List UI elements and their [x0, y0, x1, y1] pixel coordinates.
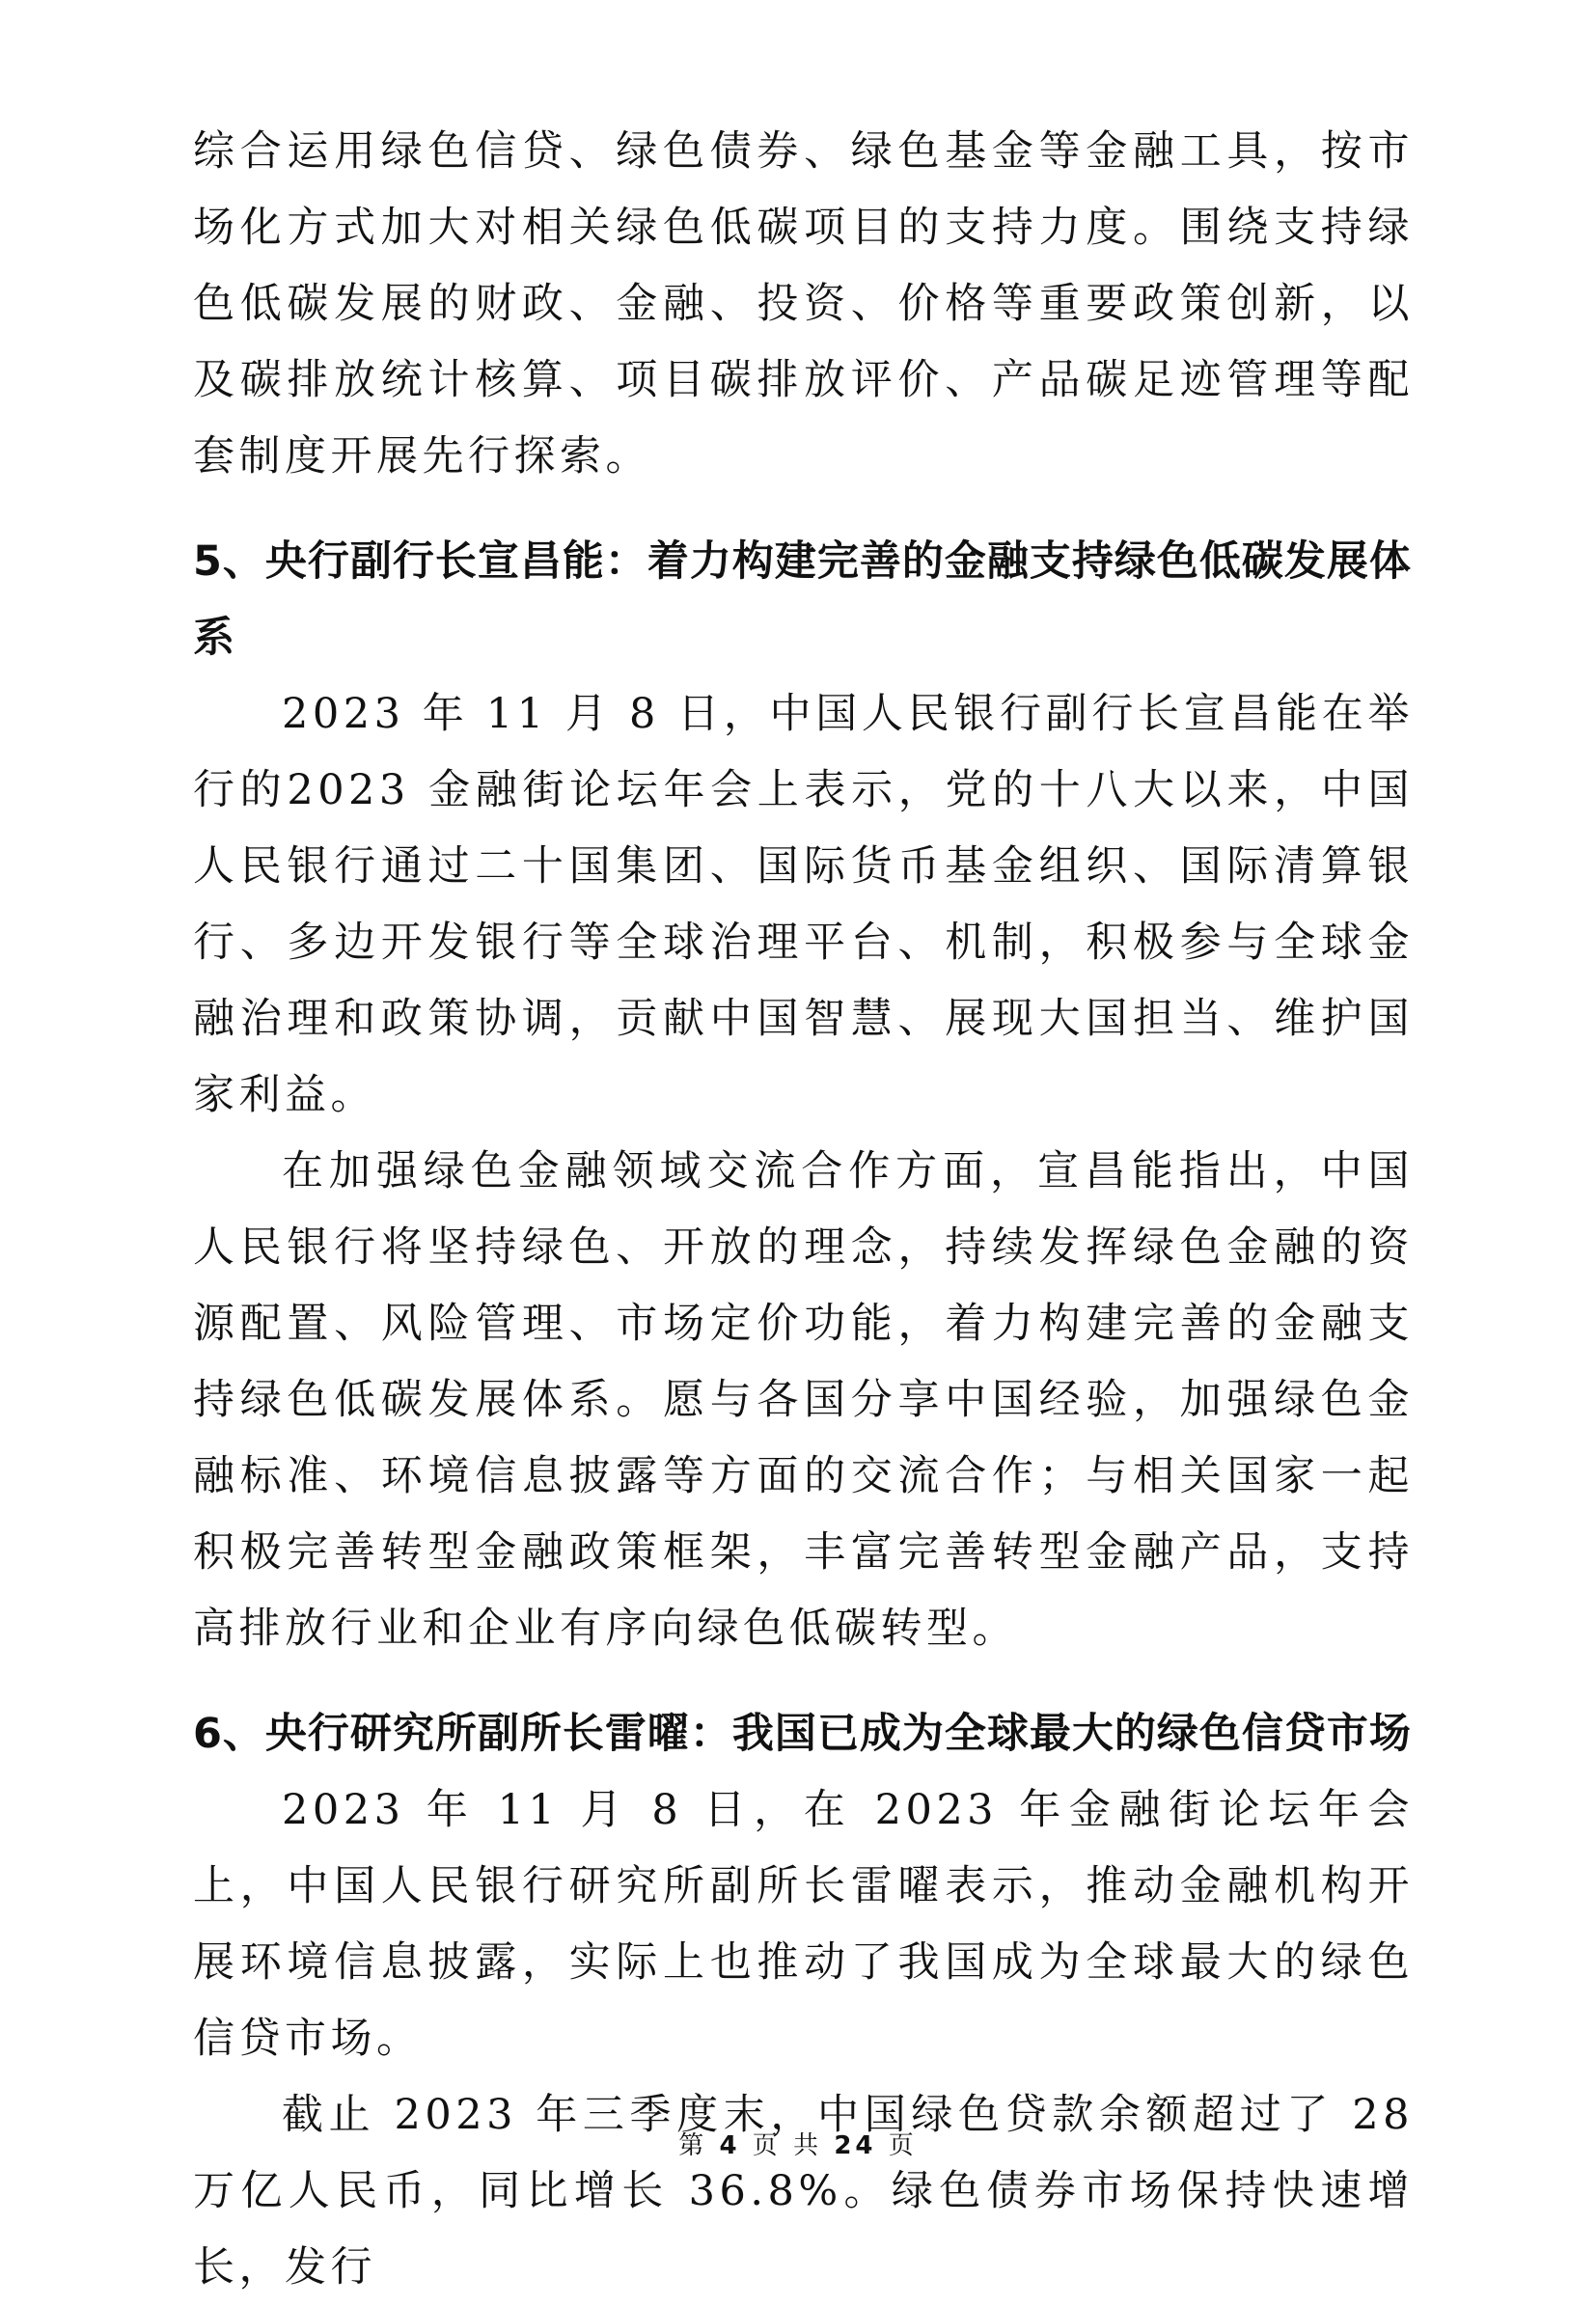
footer-prefix: 第 [678, 2131, 720, 2160]
total-pages-number: 24 [834, 2131, 877, 2160]
section-5-paragraph-1: 2023 年 11 月 8 日，中国人民银行副行长宣昌能在举行的2023 金融街论坛年会上表示，党的十八大以来，中国人民银行通过二十国集团、国际货币基金组织、国际清算银行、多边开发银行等全球治理平台、机制，积极参与全球金融治理和政策协调，贡献中国智慧、展现大国担当、维护国家利益。 [193, 690, 1414, 1119]
section-heading-6: 6、央行研究所副所长雷曜：我国已成为全球最大的绿色信贷市场 [193, 1710, 1412, 1758]
section-6-paragraph-1: 2023 年 11 月 8 日，在 2023 年金融街论坛年会上，中国人民银行研究所副所长雷曜表示，推动金融机构开展环境信息披露，实际上也推动了我国成为全球最大的绿色信贷市场。 [193, 1786, 1414, 2063]
current-page-number: 4 [719, 2131, 741, 2160]
page-footer [0, 2126, 1596, 2161]
section-6-paragraph-2: 截止 2023 年三季度末，中国绿色贷款余额超过了 28 万亿人民币，同比增长 36.8%。绿色债券市场保持快速增长，发行 [193, 2091, 1414, 2292]
paragraph-continuation: 综合运用绿色信贷、绿色债券、绿色基金等金融工具，按市场化方式加大对相关绿色低碳项目的支持力度。围绕支持绿色低碳发展的财政、金融、投资、价格等重要政策创新，以及碳排放统计核算、项目碳排放评价、产品碳足迹管理等配套制度开展先行探索。 [193, 127, 1414, 480]
footer-suffix: 页 [876, 2131, 918, 2160]
footer-middle: 页 共 [740, 2131, 835, 2160]
section-5-paragraph-2: 在加强绿色金融领域交流合作方面，宣昌能指出，中国人民银行将坚持绿色、开放的理念，持续发挥绿色金融的资源配置、风险管理、市场定价功能，着力构建完善的金融支持绿色低碳发展体系。愿与各国分享中国经验，加强绿色金融标准、环境信息披露等方面的交流合作；与相关国家一起积极完善转型金融政策框架，丰富完善转型金融产品，支持高排放行业和企业有序向绿色低碳转型。 [193, 1147, 1414, 1653]
section-heading-5: 5、央行副行长宣昌能：着力构建完善的金融支持绿色低碳发展体系 [193, 537, 1412, 662]
document-body [193, 114, 1414, 2306]
